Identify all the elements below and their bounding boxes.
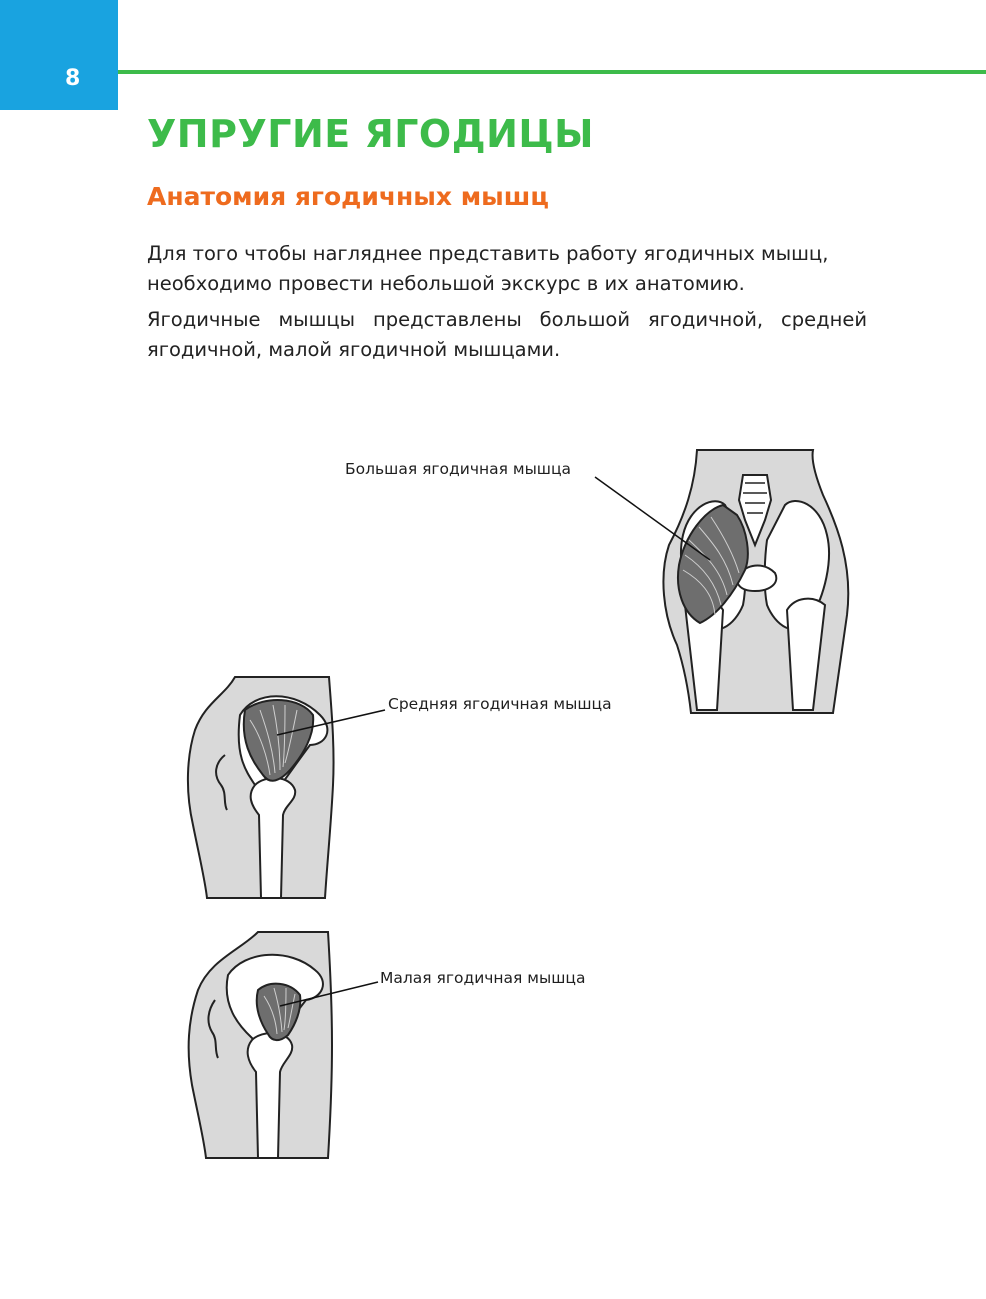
gluteus-maximus-illustration (655, 445, 855, 715)
page-number: 8 (65, 66, 81, 91)
muscles-paragraph: Ягодичные мышцы представлены большой ягодичной, средней ягодичной, малой ягодичной мышцами. (147, 308, 867, 361)
gluteus-minimus-label: Малая ягодичная мышца (380, 969, 586, 987)
section-subtitle: Анатомия ягодичных мышц (147, 182, 549, 211)
page-title: УПРУГИЕ ЯГОДИЦЫ (147, 112, 595, 156)
gluteus-minimus-illustration (180, 930, 335, 1160)
header-rule (118, 70, 986, 74)
gluteus-medius-illustration (185, 675, 335, 900)
gluteus-medius-label: Средняя ягодичная мышца (388, 695, 612, 713)
intro-paragraph: Для того чтобы нагляднее представить работу ягодичных мышц, необходимо провести небольшой экскурс в их анатомию. (147, 242, 829, 295)
gluteus-maximus-label: Большая ягодичная мышца (345, 460, 572, 478)
page-number-tab (0, 0, 118, 110)
